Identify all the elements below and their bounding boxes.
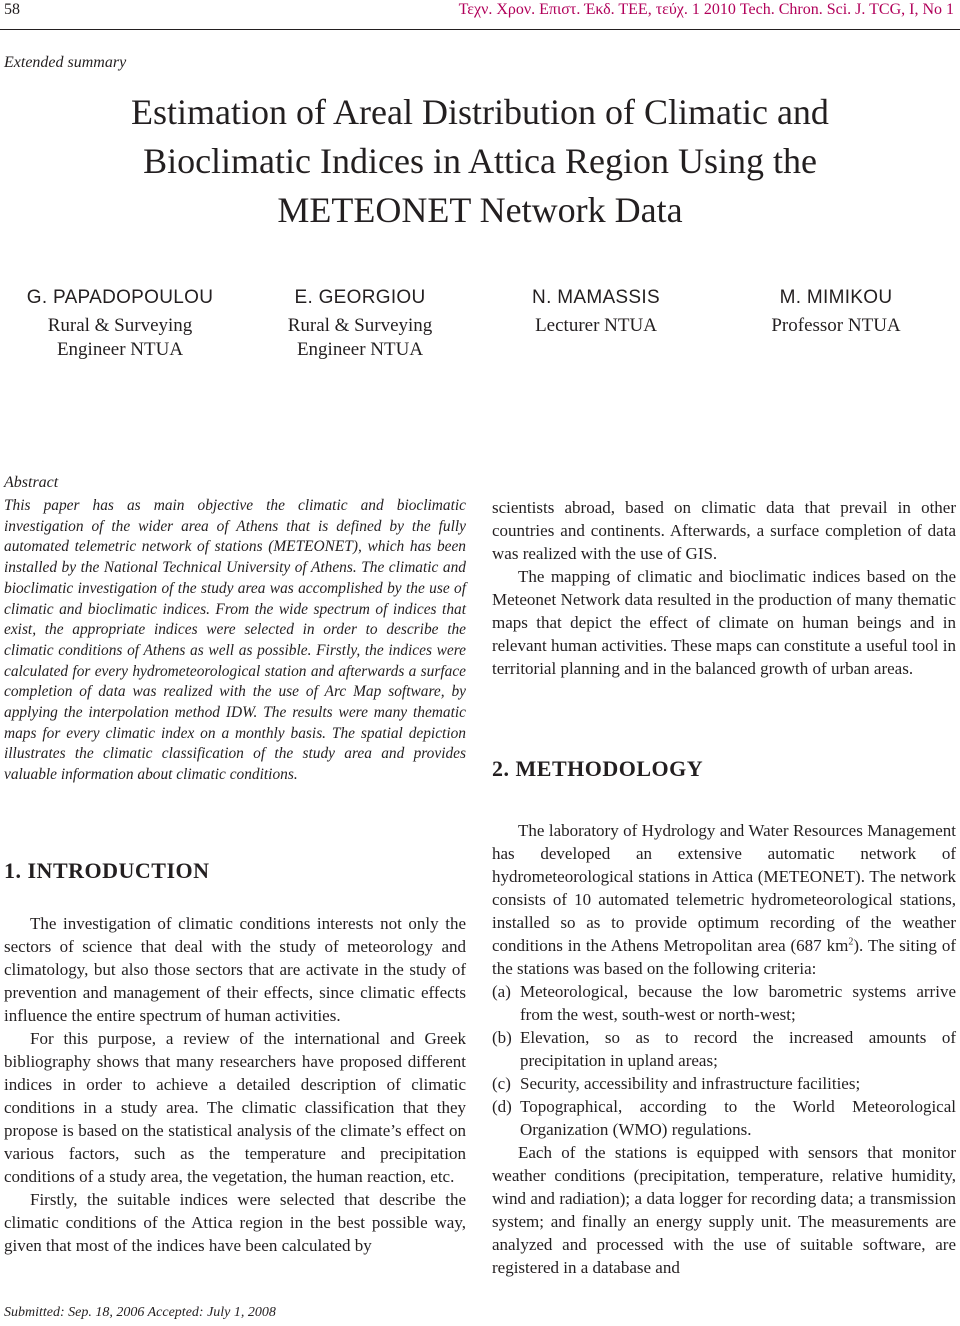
running-header: Τεχν. Χρον. Επιστ. Έκδ. ΤΕΕ, τεύχ. 1 2010 Tech. Chron. Sci. J. TCG, I, No 1 [458, 1, 954, 18]
abstract-text: This paper has as main objective the climatic and bioclimatic investigation of the wider area of Athens that is defined by the fully automated telemetric network of stations (METEONET), which has been installed by the National Technical University of Athens. The climatic and bioclimatic investigation of the study area was accomplished by the use of climatic and bioclimatic indices. From the wide spectrum of indices that exist, the appropriate indices were selected in order to describe the climatic conditions of Athens as well as possible. Firstly, the indices were calculated for every hydrometeorological station and afterwards a surface completion of data was realized with the use of Arc Map software, by applying the interpolation method IDW. The results were many thematic maps for every climatic index on a monthly basis. The spatial depiction illustrates the climatic classification of the study area and provides valuable information about climatic conditions. [4, 497, 466, 784]
list-item: (c) Security, accessibility and infrastructure facilities; [492, 1074, 861, 1093]
paragraph: For this purpose, a review of the international and Greek bibliography shows that many researchers have proposed different indices in order to achieve a detailed description of climatic conditions in a study area. The climatic classification that they propose is based on the statistical analysis of the climate’s effect on various factors, such as the temperature and precipitation conditions of a study area, the vegetation, the human reaction, etc. [4, 1029, 466, 1186]
author-name: E. GEORGIOU [294, 287, 426, 308]
author-mimikou [716, 286, 956, 338]
title-line: Bioclimatic Indices in Attica Region Using the [143, 141, 817, 181]
author-affiliation: Lecturer NTUA [535, 315, 657, 336]
author-affiliation: Rural & Surveying Engineer NTUA [287, 315, 433, 360]
abstract-label: Abstract [4, 474, 59, 491]
author-name: M. MIMIKOU [779, 287, 893, 308]
paragraph: The laboratory of Hydrology and Water Resources Management has developed an extensive automatic network of hydrometeorological stations in Attica (METEONET). The network consists of 10 automated telemetric hydrometeorological stations, installed so as to provide optimum recording of the weather conditions in the Athens Metropolitan area (687 $km^2$). The siting of the stations was based on the following criteria: [492, 821, 956, 978]
list-item: (b) Elevation, so as to record the increased amounts of precipitation in upland areas; [492, 1028, 956, 1070]
submission-dates: Submitted: Sep. 18, 2006 Accepted: July 1, 2008 [4, 1305, 276, 1320]
title-line: METEONET Network Data [277, 190, 683, 230]
paper-title [0, 88, 960, 235]
author-name: G. PAPADOPOULOU [26, 287, 214, 308]
author-name: N. MAMASSIS [532, 287, 660, 308]
introduction-continued [492, 496, 956, 680]
page-number: 58 [4, 1, 20, 18]
section-label: Extended summary [4, 54, 127, 71]
author-papadopoulou [0, 286, 240, 362]
paragraph: The investigation of climatic conditions interests not only the sectors of science that deal with the study of meteorology and climatology, but also those sectors that are activate in the study of prevention and management of their effects, since climatic effects influence the entire spectrum of human activities. [4, 914, 466, 1025]
paragraph: The mapping of climatic and bioclimatic indices based on the Meteonet Network data resulted in the production of many thematic maps that depict the effect of climate on human beings and in relevant human activities. These maps can constitute a useful tool in territorial planning and in the balanced growth of urban areas. [492, 567, 956, 678]
header-rule [0, 29, 960, 30]
list-item: (a) Meteorological, because the low barometric systems arrive from the west, south-west or north-west; [492, 982, 956, 1024]
paragraph: Each of the stations is equipped with sensors that monitor weather conditions (precipitation, temperature, relative humidity, wind and radiation); a data logger for recording data; a transmission system; and finally an energy supply unit. The measurements are analyzed and processed with the use of suitable software, are registered in a database and [492, 1143, 956, 1277]
author-georgiou [240, 286, 480, 362]
author-mamassis [476, 286, 716, 338]
author-affiliation: Rural & Surveying Engineer NTUA [47, 315, 193, 360]
title-line: Estimation of Areal Distribution of Climatic and [131, 92, 829, 132]
paragraph: Firstly, the suitable indices were selected that describe the climatic conditions of the Attica region in the best possible way, given that most of the indices have been calculated by [4, 1190, 466, 1255]
methodology-heading: 2. METHODOLOGY [492, 756, 704, 781]
methodology-body [492, 819, 956, 1279]
paragraph: scientists abroad, based on climatic data that prevail in other countries and continents. Afterwards, a surface completion of data was realized with the use of GIS. [492, 498, 956, 563]
list-item: (d) Topographical, according to the World Meteorological Organization (WMO) regulations. [492, 1097, 956, 1139]
author-affiliation: Professor NTUA [771, 315, 901, 336]
introduction-body [4, 912, 466, 1257]
introduction-heading: 1. INTRODUCTION [4, 858, 210, 883]
criteria-list [492, 980, 956, 1141]
